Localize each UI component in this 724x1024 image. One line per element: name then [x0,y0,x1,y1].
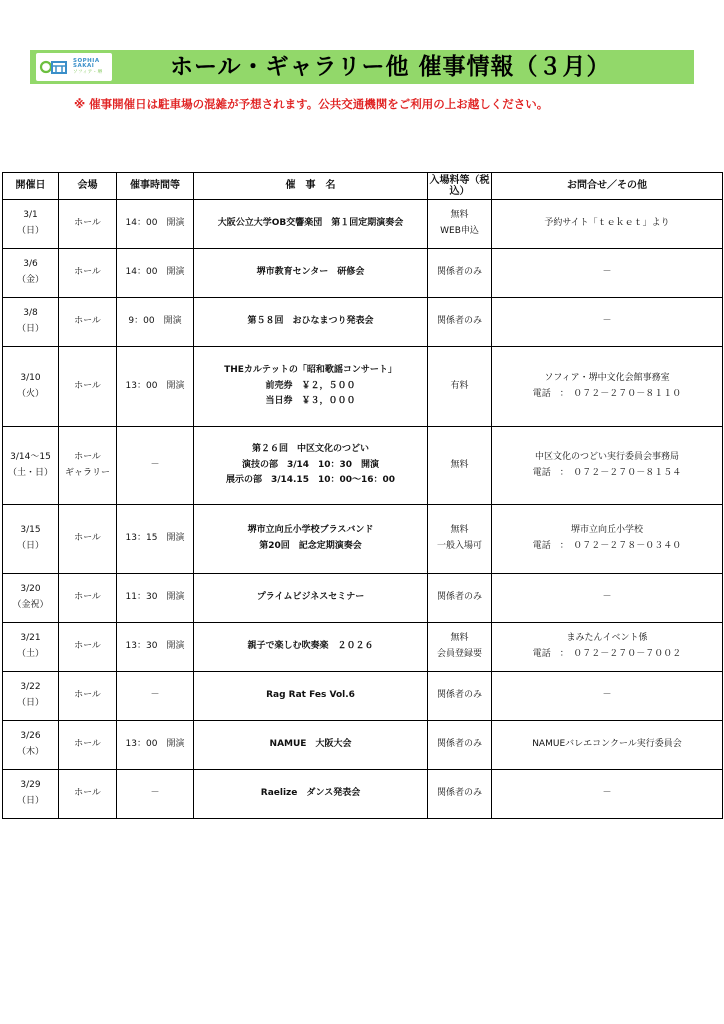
venue-cell [59,347,117,427]
venue-cell-line: ホール [74,533,101,544]
event-name-cell-line: 当日券 ￥３，０００ [265,396,356,407]
time-cell-line: － [150,690,160,701]
venue-cell [59,721,117,770]
time-cell-line: 14：00 開演 [125,218,185,229]
date-cell-line: 3/29 [20,780,41,791]
fee-cell-line: 関係者のみ [436,690,482,701]
event-name-cell-line: 親子で楽しむ吹奏楽 ２０２６ [247,641,374,652]
date-cell [3,347,59,427]
date-cell-line: 3/1 [23,210,38,221]
date-cell-line: 3/20 [20,584,41,595]
contact-cell [492,249,723,298]
contact-cell-line: 電話 ： ０７２－２７０－８１５４ [532,467,682,478]
event-name-cell-line: NAMUE 大阪大会 [269,739,352,750]
page-title: ホール・ギャラリー他 催事情報（３月） [170,54,611,80]
time-cell-line: 13：00 開演 [125,380,185,391]
contact-cell-line: 予約サイト「ｔｅｋｅｔ」より [544,218,670,229]
event-name-cell-line: 展示の部 3/14.15 10：00～16：00 [225,475,396,486]
date-cell-line: （日） [16,698,44,708]
venue-cell-line: ホール [74,739,101,750]
fee-cell [428,623,492,672]
date-cell-line: （金） [16,275,44,285]
contact-cell [492,427,723,505]
event-name-cell [194,721,428,770]
venue-cell [59,623,117,672]
contact-cell-line: － [602,788,612,799]
contact-cell [492,298,723,347]
contact-cell-line: 電話 ： ０７２－２７０－８１１０ [532,388,682,399]
venue-cell-line: ホール [74,690,101,701]
date-cell [3,298,59,347]
date-cell-line: （日） [16,541,44,551]
venue-cell [59,249,117,298]
time-cell [117,200,194,249]
venue-cell-line: ホール [74,641,101,652]
fee-cell-line: 有料 [450,380,469,391]
table-row [3,505,723,574]
contact-cell [492,721,723,770]
date-cell [3,574,59,623]
event-name-cell [194,505,428,574]
fee-cell-line: 関係者のみ [436,788,482,799]
date-cell-line: 3/22 [20,682,41,693]
contact-cell-line: ソフィア・堺中文化会館事務室 [544,372,670,383]
event-table [2,172,723,819]
time-cell-line: 13：30 開演 [125,641,185,652]
venue-cell [59,200,117,249]
time-cell-line: 13：15 開演 [125,533,185,544]
column-header-contact: お問合せ／その他 [492,173,723,200]
venue-cell [59,672,117,721]
table-row [3,347,723,427]
header-banner [30,50,694,84]
column-header-event-name: 催 事 名 [194,173,428,200]
logo-text-2: SAKAI [73,63,95,70]
contact-cell-line: まみたんイベント係 [566,633,648,644]
table-header-row [3,173,723,200]
fee-cell-line: 関係者のみ [436,267,482,278]
table-row [3,574,723,623]
table-row [3,200,723,249]
date-cell-line: （金祝） [12,600,49,610]
event-name-cell-line: THEカルテットの「昭和歌謡コンサート」 [224,364,397,375]
table-row [3,770,723,819]
fee-cell-line: 関係者のみ [436,316,482,327]
date-cell-line: 3/8 [23,308,38,319]
contact-cell [492,347,723,427]
event-name-cell [194,672,428,721]
logo-text: SOPHIA [73,57,100,64]
time-cell-line: 9：00 開演 [128,316,182,327]
time-cell [117,249,194,298]
fee-cell [428,672,492,721]
fee-cell [428,200,492,249]
event-name-cell [194,623,428,672]
time-cell [117,298,194,347]
date-cell-line: （日） [16,796,44,806]
venue-cell-line: ホール [74,788,101,799]
contact-cell [492,574,723,623]
contact-cell-line: NAMUEバレエコンクール実行委員会 [532,739,682,750]
venue-cell [59,770,117,819]
table-row [3,672,723,721]
column-header-venue: 会場 [59,173,117,200]
date-cell-line: 3/26 [20,731,41,742]
event-name-cell [194,347,428,427]
contact-cell [492,770,723,819]
venue-cell-line: ホール [74,380,101,391]
event-name-cell-line: 堺市立向丘小学校ブラスバンド [247,525,374,536]
table-row [3,721,723,770]
contact-cell-line: － [602,316,612,327]
event-name-cell-line: 第20回 記念定期演奏会 [259,541,362,551]
fee-cell [428,249,492,298]
event-name-cell [194,574,428,623]
fee-cell-line: 関係者のみ [436,592,482,603]
date-cell-line: （土） [16,649,44,659]
venue-cell [59,574,117,623]
date-cell [3,200,59,249]
column-header-fee: 入場料等（税込） [428,173,492,200]
time-cell [117,770,194,819]
column-header-date: 開催日 [3,173,59,200]
table-row [3,427,723,505]
event-name-cell [194,427,428,505]
time-cell [117,623,194,672]
time-cell [117,672,194,721]
contact-cell-line: 電話 ： ０７２－２７０－７００２ [532,649,682,659]
contact-cell-line: 中区文化のつどい実行委員会事務局 [534,451,679,462]
table-row [3,249,723,298]
date-cell [3,721,59,770]
time-cell-line: 11：30 開演 [125,592,185,603]
date-cell [3,505,59,574]
time-cell [117,721,194,770]
event-name-cell [194,200,428,249]
venue-cell-line: ホール [74,451,101,462]
time-cell [117,347,194,427]
fee-cell [428,505,492,574]
time-cell [117,427,194,505]
date-cell [3,770,59,819]
event-name-cell-line: 第２６回 中区文化のつどい [251,443,369,454]
contact-cell-line: 堺市立向丘小学校 [570,525,643,536]
event-name-cell-line: 前売券 ￥２，５００ [265,380,356,391]
time-cell-line: 13：00 開演 [125,739,185,750]
event-name-cell-line: Raelize ダンス発表会 [260,788,361,799]
fee-cell-line: 一般入場可 [436,541,482,551]
table-row [3,298,723,347]
column-header-time: 催事時間等 [117,173,194,200]
fee-cell-line: WEB申込 [440,226,479,236]
time-cell [117,505,194,574]
venue-cell [59,505,117,574]
date-cell [3,623,59,672]
contact-cell [492,200,723,249]
parking-notice: ※ 催事開催日は駐車場の混雑が予想されます。公共交通機関をご利用の上お越しください。 [74,97,549,111]
fee-cell-line: 無料 [450,633,469,644]
time-cell-line: － [150,788,160,799]
contact-cell-line: － [602,690,612,701]
fee-cell-line: 会員登録要 [436,649,482,659]
contact-cell [492,623,723,672]
time-cell [117,574,194,623]
date-cell-line: 3/6 [23,259,38,270]
contact-cell [492,672,723,721]
venue-cell [59,298,117,347]
date-cell-line: （日） [16,324,44,334]
table-row [3,623,723,672]
contact-cell-line: － [602,592,612,603]
time-cell-line: 14：00 開演 [125,267,185,278]
building-logo-icon [39,56,71,78]
event-name-cell-line: Rag Rat Fes Vol.6 [266,690,355,701]
fee-cell [428,574,492,623]
venue-cell-line: ホール [74,218,101,229]
time-cell-line: － [150,459,160,470]
date-cell-line: （木） [16,747,44,757]
date-cell-line: 3/15 [20,525,41,536]
venue-cell-line: ギャラリー [64,467,110,478]
contact-cell [492,505,723,574]
fee-cell [428,721,492,770]
logo-subtext: ソフィア・堺 [73,69,103,75]
event-name-cell-line: 演技の部 3/14 10：30 開演 [241,459,380,470]
date-cell [3,427,59,505]
venue-cell [59,427,117,505]
date-cell-line: 3/14～15 [10,451,51,462]
fee-cell-line: 無料 [450,210,469,221]
fee-cell [428,427,492,505]
event-name-cell [194,298,428,347]
venue-cell-line: ホール [74,267,101,278]
venue-cell-line: ホール [74,592,101,603]
date-cell-line: （日） [16,226,44,236]
event-name-cell [194,249,428,298]
date-cell [3,249,59,298]
fee-cell-line: 無料 [450,459,469,470]
event-name-cell-line: 第５８回 おひなまつり発表会 [247,316,374,327]
fee-cell-line: 無料 [450,525,469,536]
date-cell-line: 3/10 [20,372,41,383]
fee-cell [428,298,492,347]
fee-cell [428,770,492,819]
date-cell-line: （土・日） [7,467,53,478]
event-name-cell [194,770,428,819]
contact-cell-line: 電話 ： ０７２－２７８－０３４０ [532,541,682,551]
date-cell-line: 3/21 [20,633,41,644]
event-name-cell-line: 堺市教育センター 研修会 [256,267,365,278]
sophia-sakai-logo [36,53,112,81]
date-cell [3,672,59,721]
event-name-cell-line: プライムビジネスセミナー [256,592,365,603]
date-cell-line: （火） [16,388,44,399]
venue-cell-line: ホール [74,316,101,327]
contact-cell-line: － [602,267,612,278]
fee-cell-line: 関係者のみ [436,739,482,750]
fee-cell [428,347,492,427]
event-name-cell-line: 大阪公立大学OB交響楽団 第１回定期演奏会 [217,218,404,229]
